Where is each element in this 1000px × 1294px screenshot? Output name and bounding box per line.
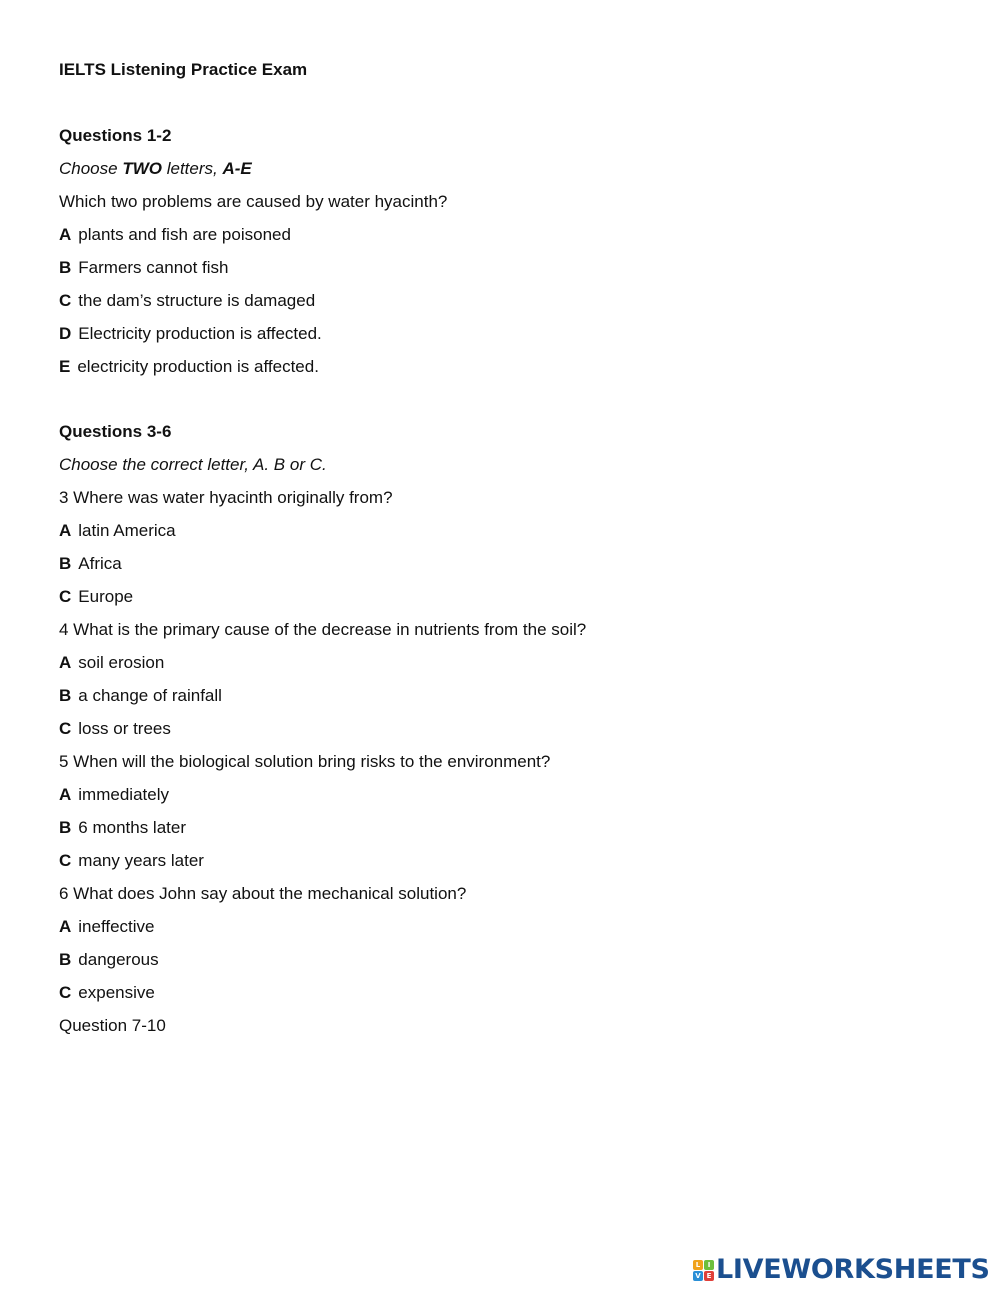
option-a[interactable] bbox=[59, 521, 176, 541]
option-letter: C bbox=[59, 983, 72, 1002]
question-prompt-6: 6 What does John say about the mechanical solution? bbox=[59, 884, 467, 903]
option-b[interactable] bbox=[59, 258, 229, 278]
option-c[interactable] bbox=[59, 587, 133, 607]
option-c[interactable] bbox=[59, 851, 204, 871]
option-letter: A bbox=[59, 785, 72, 804]
question-prompt-1-2: Which two problems are caused by water hyacinth? bbox=[59, 192, 448, 211]
option-text: electricity production is affected. bbox=[77, 357, 319, 376]
logo-text: LIVEWORKSHEETS bbox=[716, 1254, 990, 1285]
option-text: the dam’s structure is damaged bbox=[78, 291, 316, 310]
option-text: many years later bbox=[78, 851, 204, 870]
option-a[interactable] bbox=[59, 653, 164, 673]
option-text: expensive bbox=[78, 983, 155, 1002]
option-letter: E bbox=[59, 357, 71, 376]
option-e[interactable] bbox=[59, 357, 319, 377]
option-b[interactable] bbox=[59, 554, 122, 574]
option-a[interactable] bbox=[59, 225, 291, 245]
logo-mark-cell: V bbox=[693, 1271, 703, 1281]
option-text: Africa bbox=[78, 554, 122, 573]
section-instruction-3-6: Choose the correct letter, A. B or C. bbox=[59, 455, 327, 474]
option-letter: A bbox=[59, 521, 72, 540]
option-c[interactable] bbox=[59, 291, 315, 311]
option-letter: B bbox=[59, 950, 72, 969]
section-instruction-1-2 bbox=[59, 159, 252, 179]
option-d[interactable] bbox=[59, 324, 322, 344]
option-text: immediately bbox=[78, 785, 169, 804]
option-letter: B bbox=[59, 818, 72, 837]
logo-mark-cell: I bbox=[704, 1260, 714, 1270]
option-text: Farmers cannot fish bbox=[78, 258, 229, 277]
option-text: loss or trees bbox=[78, 719, 171, 738]
option-letter: A bbox=[59, 225, 72, 244]
option-text: plants and fish are poisoned bbox=[78, 225, 291, 244]
option-letter: B bbox=[59, 554, 72, 573]
option-c[interactable] bbox=[59, 983, 155, 1003]
option-text: dangerous bbox=[78, 950, 159, 969]
instruction-text: Choose bbox=[59, 159, 123, 178]
option-text: 6 months later bbox=[78, 818, 187, 837]
logo-mark-cell: E bbox=[704, 1271, 714, 1281]
option-letter: C bbox=[59, 719, 72, 738]
section-heading-3-6: Questions 3-6 bbox=[59, 422, 172, 441]
page-title: IELTS Listening Practice Exam bbox=[59, 60, 308, 79]
question-prompt-4: 4 What is the primary cause of the decrease in nutrients from the soil? bbox=[59, 620, 587, 639]
option-text: a change of rainfall bbox=[78, 686, 222, 705]
logo-mark-icon bbox=[693, 1260, 714, 1281]
section-heading-1-2: Questions 1-2 bbox=[59, 126, 172, 145]
instruction-emphasis: TWO bbox=[122, 159, 162, 178]
option-a[interactable] bbox=[59, 785, 169, 805]
option-letter: C bbox=[59, 291, 72, 310]
question-prompt-5: 5 When will the biological solution bring risks to the environment? bbox=[59, 752, 551, 771]
instruction-range: A-E bbox=[222, 159, 252, 178]
option-letter: D bbox=[59, 324, 72, 343]
option-b[interactable] bbox=[59, 686, 222, 706]
logo-mark-cell: L bbox=[693, 1260, 703, 1270]
option-letter: B bbox=[59, 686, 72, 705]
liveworksheets-logo bbox=[693, 1255, 990, 1285]
section-heading-7-10: Question 7-10 bbox=[59, 1016, 166, 1035]
question-prompt-3: 3 Where was water hyacinth originally from? bbox=[59, 488, 393, 507]
option-a[interactable] bbox=[59, 917, 155, 937]
option-text: ineffective bbox=[78, 917, 155, 936]
option-letter: C bbox=[59, 587, 72, 606]
option-b[interactable] bbox=[59, 818, 186, 838]
instruction-text: letters, bbox=[161, 159, 223, 178]
option-text: latin America bbox=[78, 521, 176, 540]
option-c[interactable] bbox=[59, 719, 171, 739]
option-letter: C bbox=[59, 851, 72, 870]
option-text: soil erosion bbox=[78, 653, 165, 672]
option-letter: B bbox=[59, 258, 72, 277]
option-b[interactable] bbox=[59, 950, 159, 970]
option-letter: A bbox=[59, 653, 72, 672]
option-letter: A bbox=[59, 917, 72, 936]
option-text: Europe bbox=[78, 587, 134, 606]
option-text: Electricity production is affected. bbox=[78, 324, 322, 343]
